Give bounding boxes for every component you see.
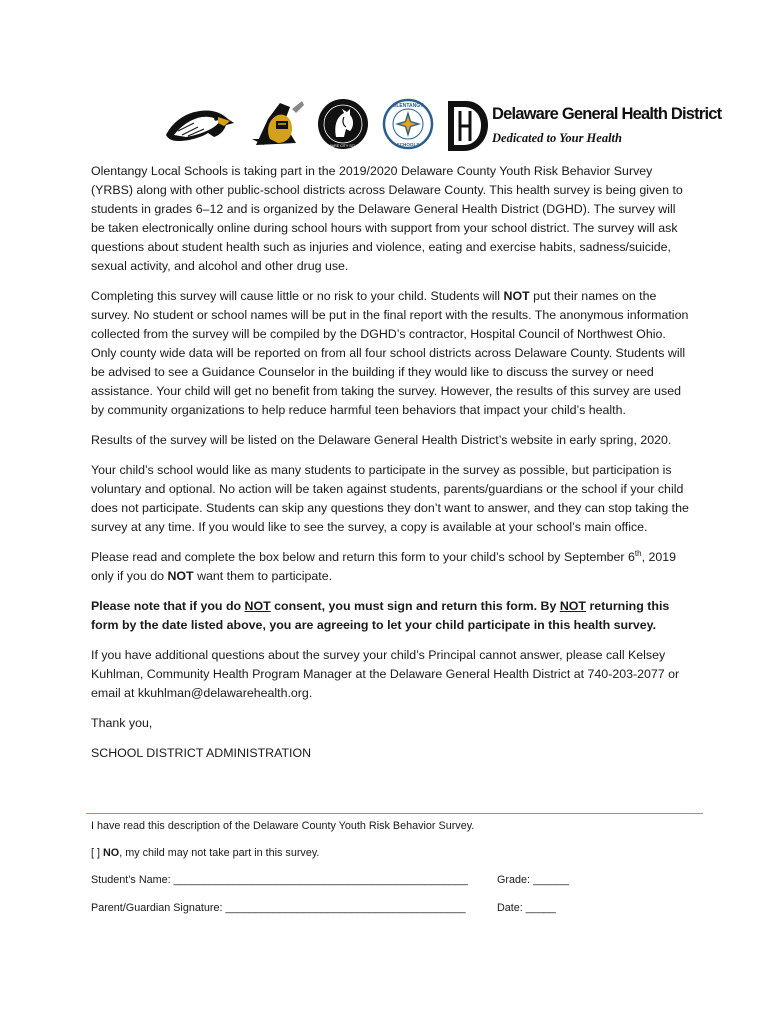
text-run: Completing this survey will cause little or no risk to your child. Students will [91, 289, 504, 303]
text-run: consent, you must sign and return this form. By [270, 599, 560, 613]
form-divider [86, 813, 703, 814]
opt-out-checkbox-line[interactable] [91, 846, 319, 861]
logo-strip [160, 97, 722, 157]
dghd-title: Delaware General Health District [492, 105, 722, 123]
text-run: Please note that if you do [91, 599, 245, 613]
paragraph-risk [91, 287, 689, 420]
knight-mascot-logo [250, 99, 306, 149]
horse-ring-text: DELAWARE CITY SCHOOLS [319, 144, 367, 148]
text-run: Please read and complete the box below and return this form to your child’s school by September 6 [91, 550, 635, 564]
student-name-field[interactable]: Student’s Name: _________________________________________________ [91, 874, 468, 886]
text-run: want them to participate. [193, 569, 333, 583]
emphasis-not: NOT [503, 289, 530, 303]
text-run: returning this form by the date listed above, you are agreeing to let your child participate in this health survey. [91, 599, 670, 632]
emphasis-not: NOT [559, 599, 586, 613]
dghd-subtitle: Dedicated to Your Health [492, 131, 622, 145]
olentangy-top-text: OLENTANGY [392, 103, 424, 109]
paragraph-contact: If you have additional questions about the survey your child’s Principal cannot answer, please call Kelsey Kuhlman, Community Health Program Manager at the Delaware General Health District at 740-203-2077 or email at kkuhlman@delawarehealth.org. [91, 648, 680, 700]
text-run: , 2019 only if you do [91, 550, 677, 583]
grade-field[interactable]: Grade: ______ [497, 874, 570, 886]
emphasis-not: NOT [244, 599, 271, 613]
text-run: , my child may not take part in this survey. [119, 847, 320, 859]
emphasis-no: NO [103, 847, 120, 859]
text-run: put their names on the survey. No student or school names will be put in the final report with the results. The anonymous information collected from the survey will be compiled by the DGHD’s contractor, Hospital Council of Northwest Ohio. Only county wide data will be reported on from all four school districts across Delaware County. Students will be advised to see a Guidance Counselor in the building if they would like to discuss the survey or need assistance. Your child will get no benefit from taking the survey. However, the results of this survey are used by community organizations to help reduce harmful teen behaviors that impact your child’s health. [91, 289, 689, 417]
ordinal-suffix: th [634, 548, 642, 558]
olentangy-bottom-text: SCHOOLS [396, 142, 420, 147]
olentangy-schools-seal [382, 98, 434, 150]
emphasis-not: NOT [167, 569, 194, 583]
paragraph-participation: Your child’s school would like as many students to participate in the survey as possible, but participation is voluntary and optional. No action will be taken against students, parents/guardians or the school if your child does not participate. Students can skip any questions they don’t want to answer, and they can stop taking the survey at any time. If you would like to see the survey, a copy is available at your school’s main office. [91, 463, 689, 534]
paragraph-results: Results of the survey will be listed on the Delaware General Health District’s website in early spring, 2020. [91, 433, 672, 447]
letter-body [91, 162, 689, 774]
parent-signature-field[interactable]: Parent/Guardian Signature: ________________________________________ [91, 902, 466, 914]
signature-school-admin: SCHOOL DISTRICT ADMINISTRATION [91, 746, 312, 760]
date-field[interactable]: Date: _____ [497, 902, 556, 914]
paragraph-intro: Olentangy Local Schools is taking part in the 2019/2020 Delaware County Youth Risk Behavior Survey (YRBS) along with other public-school districts across Delaware County. This health survey is being given to students in grades 6–12 and is organized by the Delaware General Health District (DGHD). The survey will be taken electronically online during school hours with support from your school district. The survey will ask questions about student health such as injuries and violence, eating and exercise habits, sadness/suicide, sexual activity, and alcohol and other drug use. [91, 164, 683, 273]
paragraph-return-instructions [91, 548, 689, 586]
dghd-logo [446, 97, 722, 153]
horse-mascot-logo [316, 97, 370, 151]
checkbox-bracket[interactable]: [ ] [91, 847, 103, 859]
closing-thanks: Thank you, [91, 716, 153, 730]
form-acknowledgement: I have read this description of the Delaware County Youth Risk Behavior Survey. [91, 820, 475, 832]
paragraph-consent-note [91, 597, 689, 635]
eagle-mascot-logo [164, 105, 236, 145]
